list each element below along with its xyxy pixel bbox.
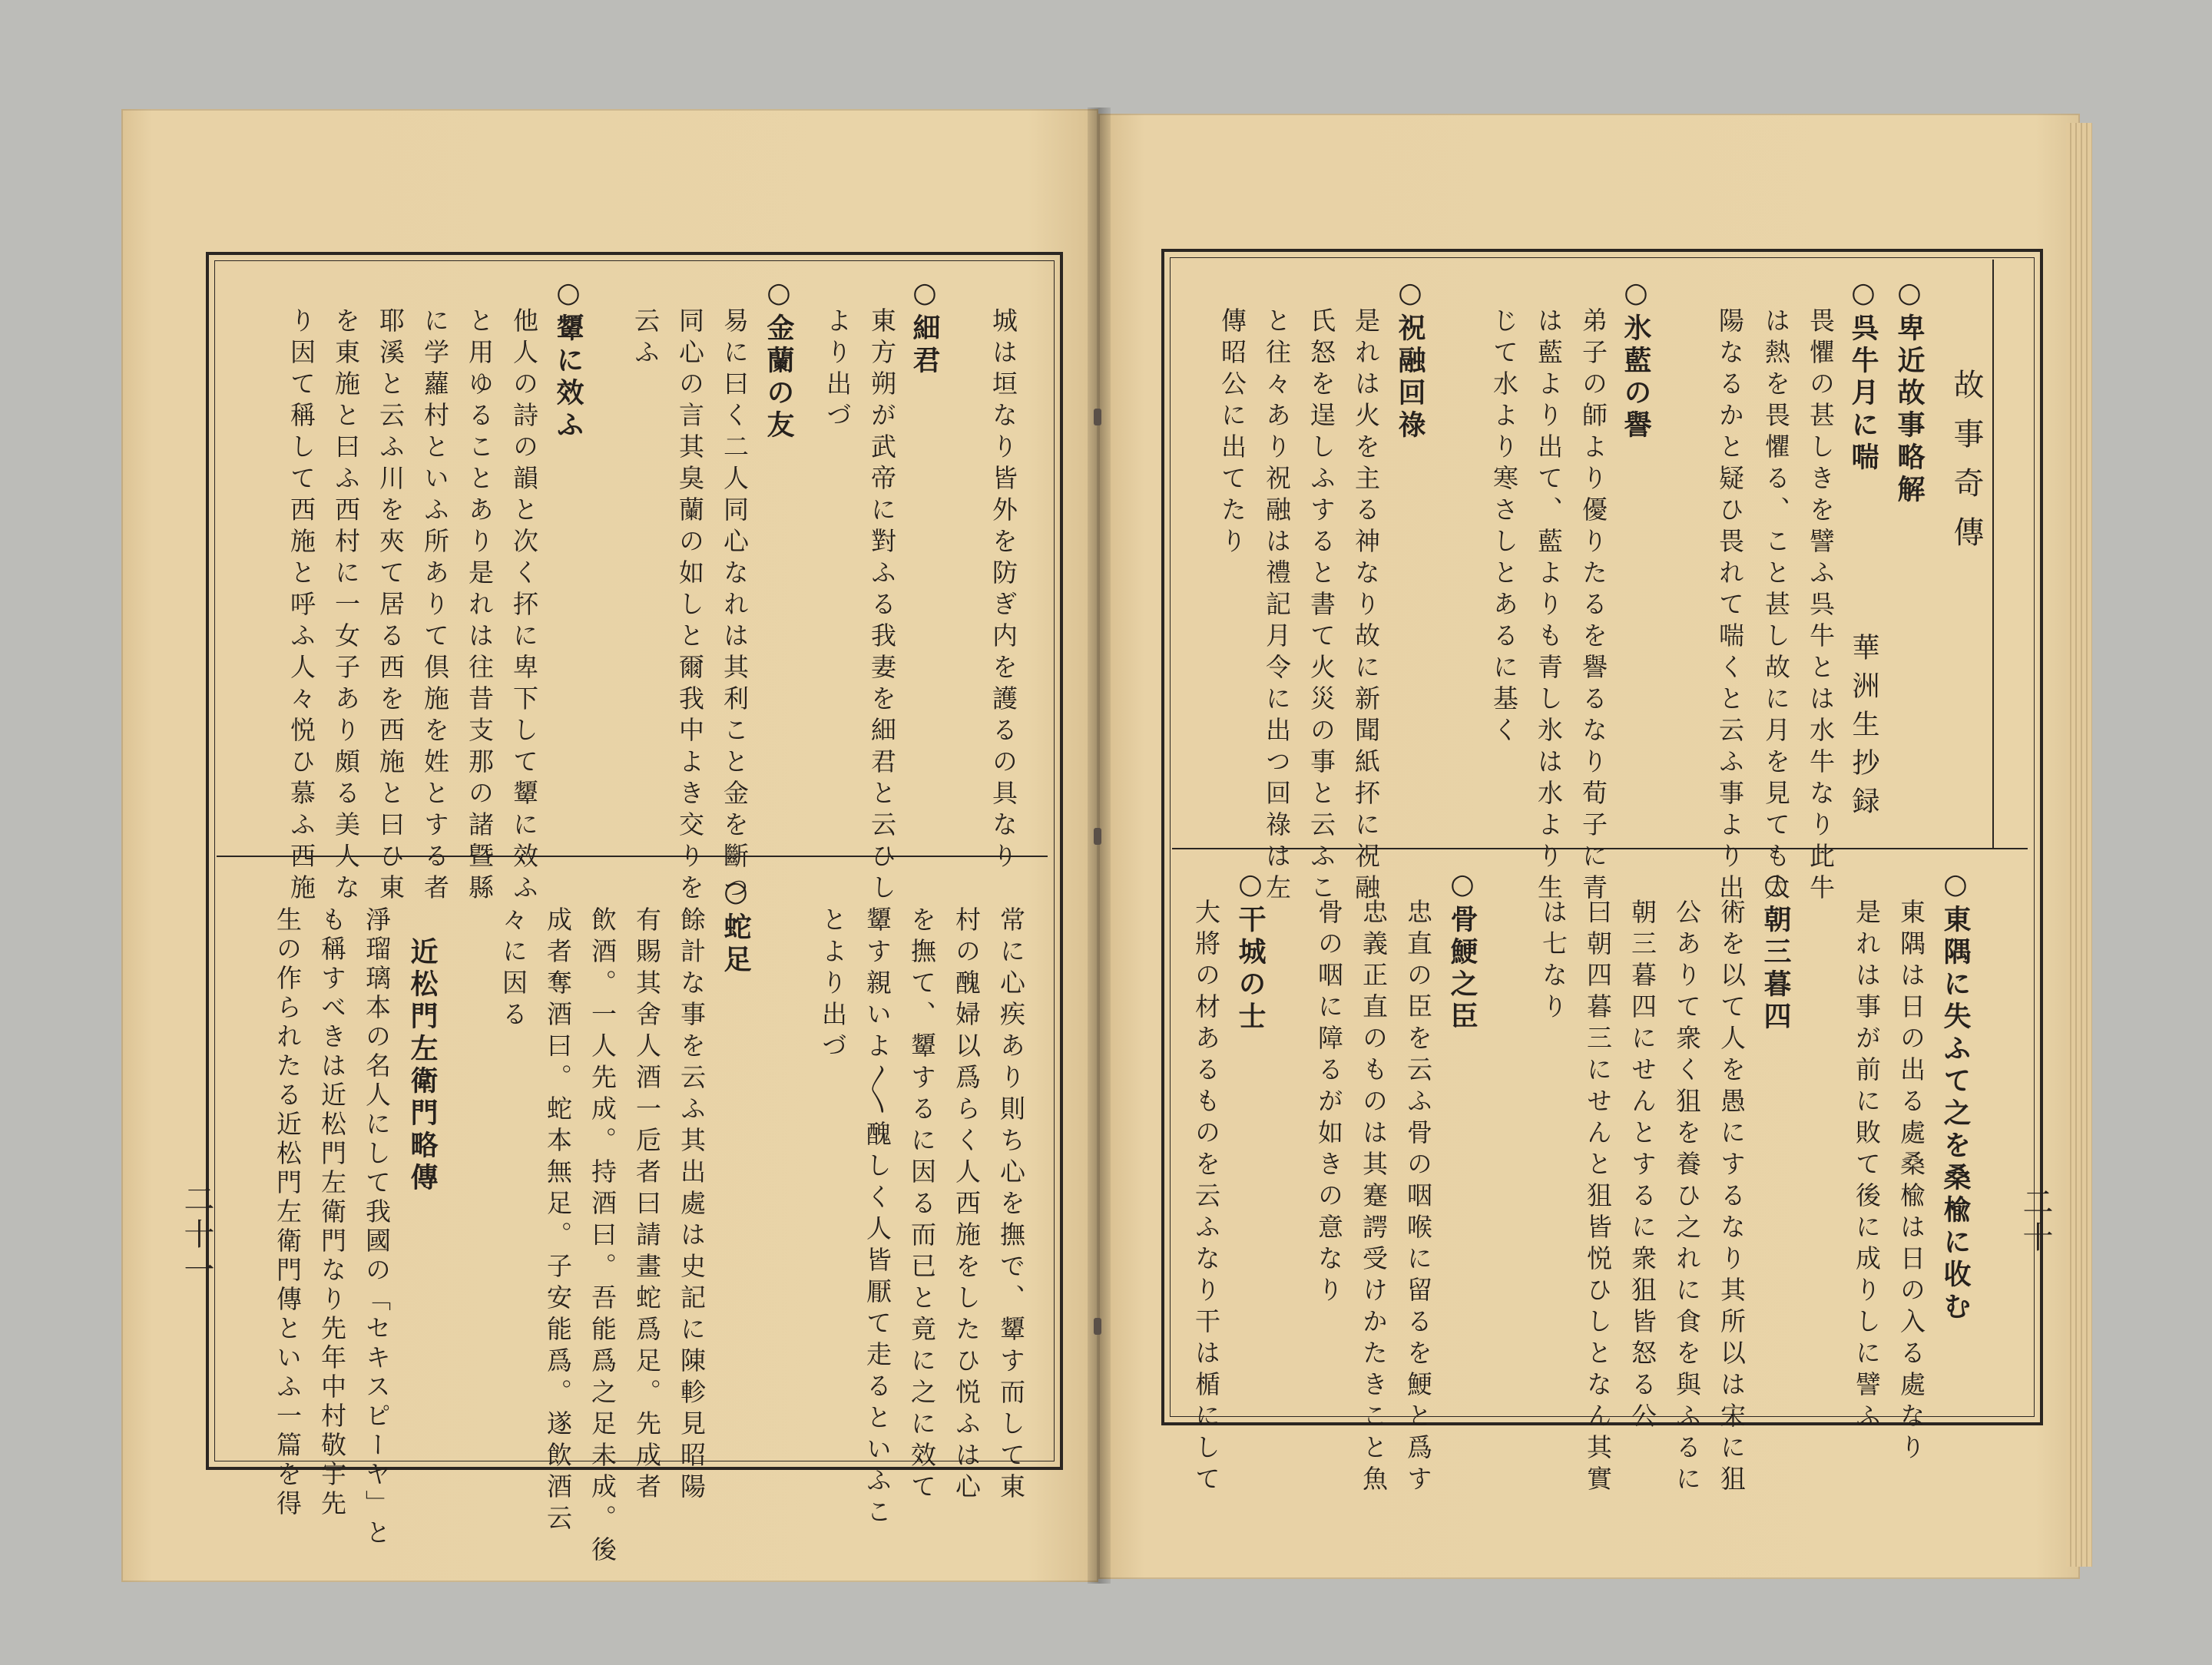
text-line: を撫て、顰するに因る而已と竟に之に效て [907,906,937,1504]
text-line: 生の作られたる近松門左衛門傳といふ一篇を得 [273,906,303,1519]
text-line: じて水より寒さしとあるに基く [1489,307,1519,748]
text-line: 朝三暮四にせんとするに衆狙皆怒る公 [1628,899,1657,1434]
title-column-rule [1992,260,1994,848]
text-line: 々に因る [498,906,528,1032]
text-line: 飲酒。一人先成。持酒曰。吾能爲之足未成。後 [588,906,618,1567]
entry-heading: ○祝融回祿 [1394,276,1426,442]
text-line: 東方朔が武帝に對ふる我妻を細君と云ひし [867,307,897,905]
text-line: 陽なるかと疑ひ畏れて喘くと云ふ事より出 [1715,307,1745,905]
page-edges [2066,123,2092,1567]
text-line: を東施と曰ふ西村に一女子あり頗る美人な [331,307,361,905]
text-line: 骨の咽に障るが如きの意なり [1314,899,1344,1308]
text-line: 是れは火を主る神なり故に新聞紙抔に祝融 [1351,307,1381,905]
text-line: 是れは事が前に敗て後に成りしに譬ふ [1852,899,1882,1434]
text-line: 忠義正直のものは其蹇諤受けかたきこと魚 [1359,899,1389,1497]
entry-heading: ○呉牛月に喘 [1847,276,1879,475]
binding-gutter [1088,108,1111,1584]
text-line: 弟子の師より優りたるを譽るなり荀子に青 [1578,307,1608,905]
text-line: 公ありて衆く狙を養ひ之れに食を與ふるに [1672,899,1702,1497]
text-line: 云ふ [631,307,661,370]
entry-heading: ○東隅に失ふて之を桑楡に收む [1939,868,1972,1324]
entry-heading: ○氷藍の譽 [1620,276,1652,442]
entry-heading: ○干城の士 [1234,868,1267,1034]
text-line: と往々あり祝融は禮記月令に出つ回祿は左 [1262,307,1292,905]
text-line: に学蘿村といふ所ありて倶施を姓とする者 [420,307,450,905]
text-line: り因て稱して西施と呼ふ人々悦ひ慕ふ西施 [286,307,316,905]
text-line: より出づ [823,307,853,433]
text-line: も稱すべきは近松門左衛門なり先年中村敬宇先 [317,906,347,1519]
text-line: は熱を畏懼る、こと甚し故に月を見ても太 [1761,307,1791,905]
page-number: 二十一 [179,1183,214,1289]
text-line: 東隅は日の出る處桑楡は日の入る處なり [1896,899,1926,1465]
binding-staple [1094,1318,1101,1335]
text-line: は七なり [1538,899,1568,1024]
entry-heading: ○顰に效ふ [552,276,584,442]
entry-heading: ○蛇足 [720,876,752,977]
text-line: は藍より出て、藍よりも青し氷は水より生 [1534,307,1564,905]
text-line: 淨瑠璃本の名人にして我國の「セキスピーヤ」と [362,906,392,1548]
text-line: 忠直の臣を云ふ骨の咽喉に留るを鯁と爲す [1403,899,1433,1497]
text-line: 氏怒を逞しふすると書て火災の事と云ふこ [1306,307,1336,905]
text-line: 成者奪酒曰。蛇本無足。子安能爲。遂飲酒云 [543,906,573,1536]
text-line: 傳昭公に出てたり [1217,307,1247,559]
entry-heading: ○金蘭の友 [763,276,795,442]
text-line: 有賜其舍人酒一卮者曰請畫蛇爲足。先成者 [632,906,662,1504]
text-line: 村の醜婦以爲らく人西施をしたひ悦ふは心 [952,906,982,1504]
book-section-title: 故事奇傳 [1949,369,1984,565]
text-line: 耶溪と云ふ川を夾て居る西を西施と曰ひ東 [376,307,406,905]
text-line: 城は垣なり皆外を防ぎ内を護るの具なり [988,307,1018,874]
text-line: 顰す親いよ〳〵醜しく人皆厭て走るといふこ [863,906,892,1530]
section-heading: ○卑近故事略解 [1893,276,1926,507]
author-credit: 華洲生抄録 [1848,633,1879,825]
text-line: 易に曰く二人同心なれは其利こと金を斷つ [720,307,750,905]
text-line: 同心の言其臭蘭の如しと爾我中よき交りを [675,307,705,905]
entry-heading: ○骨鯁之臣 [1446,868,1479,1034]
binding-staple [1094,828,1101,845]
text-line: 常に心疾あり則ち心を撫で、顰す而して東 [996,906,1026,1504]
entry-heading: ○朝三暮四 [1760,868,1792,1034]
text-line: 大將の材あるものを云ふなり干は楯にして [1191,899,1221,1497]
text-line: とより出づ [818,906,848,1064]
entry-heading: ○細君 [909,276,941,378]
text-line: と用ゆることあり是れは往昔支那の諸曁縣 [465,307,495,905]
text-line: 曰朝四暮三にせんと狙皆悦ひしとなん其實 [1583,899,1613,1497]
entry-heading: 近松門左衛門略傳 [406,937,439,1195]
text-line: 餘計な事を云ふ其出處は史記に陳軫見昭陽 [677,906,707,1504]
text-line: 術を以て人を愚にするなり其所以は宋に狙 [1717,899,1747,1497]
binding-staple [1094,409,1101,425]
text-line: 畏懼の甚しきを譬ふ呉牛とは水牛なり此牛 [1806,307,1836,905]
text-line: 他人の詩の韻と次く抔に卑下して顰に效ふ [509,307,539,905]
page-number: 二十 [2018,1186,2053,1256]
